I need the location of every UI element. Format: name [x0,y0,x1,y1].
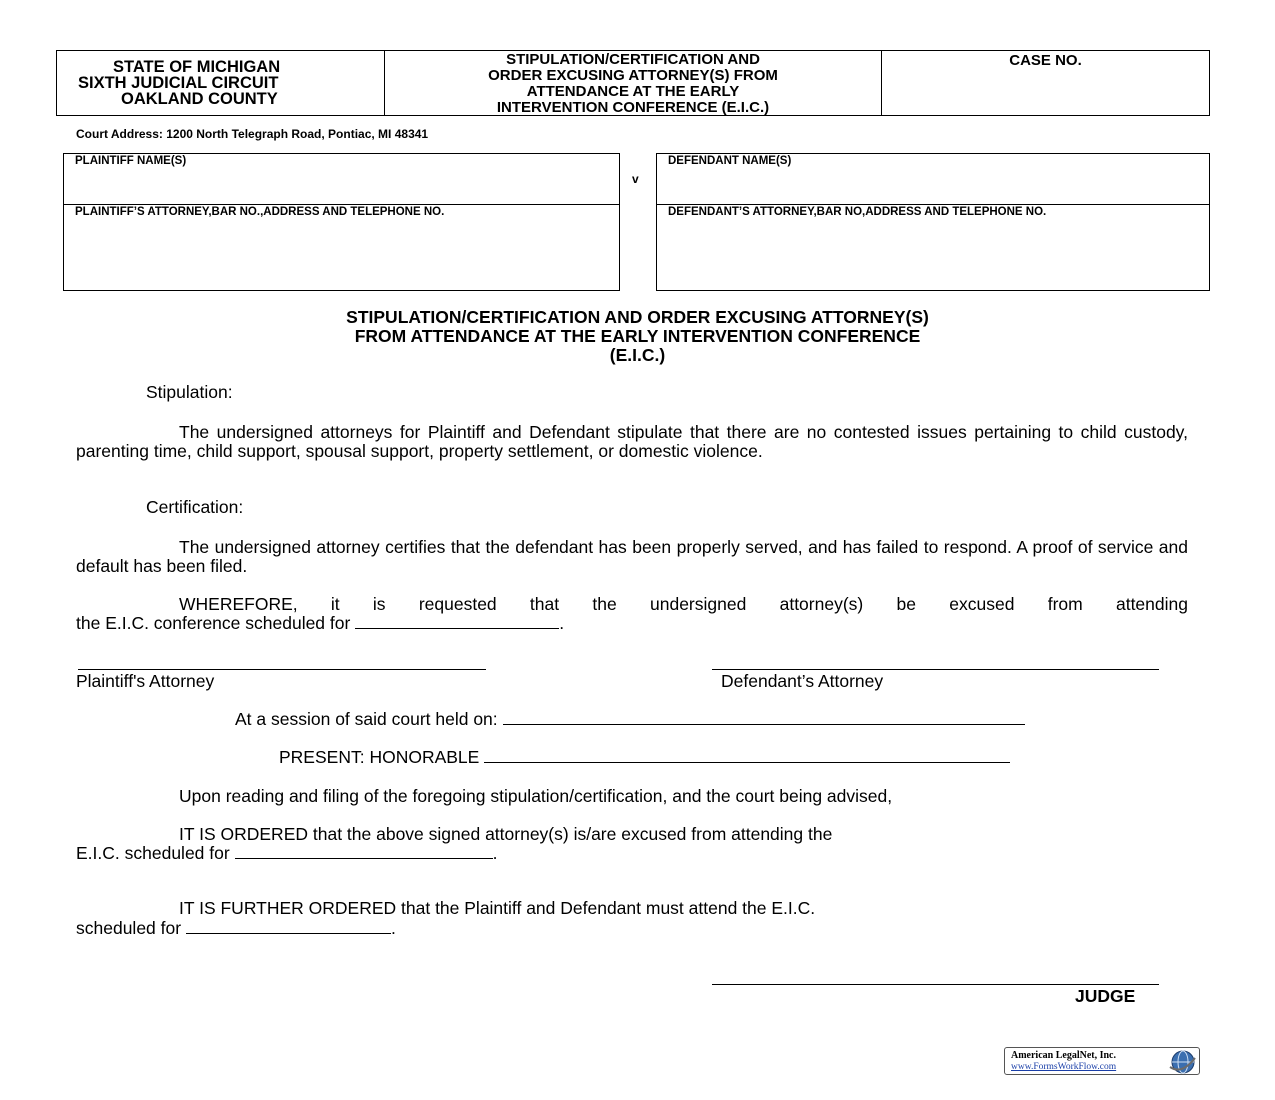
logo-company-name: American LegalNet, Inc. [1011,1050,1116,1061]
further-scheduled-label: scheduled for [76,918,182,938]
defendant-attorney-label: DEFENDANT’S ATTORNEY,BAR NO,ADDRESS AND TELEPHONE NO. [668,206,1047,218]
certification-text: The undersigned attorney certifies that the defendant has been properly served, and has failed to respond. A proof of service and default has been filed. [76,537,1188,576]
eic-attend-date-blank[interactable] [186,919,391,934]
american-legalnet-logo[interactable] [1004,1047,1200,1075]
present-honorable-line [279,748,1010,767]
judge-name-blank[interactable] [484,748,1010,763]
eic-conference-date-blank[interactable] [355,614,559,629]
stipulation-heading: Stipulation: [146,382,233,402]
further-period: . [390,918,396,938]
judge-signature-line[interactable] [712,984,1159,985]
court-header-cell [56,50,385,116]
case-no-cell[interactable] [881,50,1210,116]
case-no-label: CASE NO. [1009,52,1082,69]
form-title-line: ATTENDANCE AT THE EARLY [526,83,740,100]
ordered-line-2 [76,844,497,863]
ordered-scheduled-label: E.I.C. scheduled for [76,843,230,863]
defendant-name-label: DEFENDANT NAME(S) [668,155,792,167]
court-state: STATE OF MICHIGAN [113,58,281,76]
further-ordered-line-1: IT IS FURTHER ORDERED that the Plaintiff and Defendant must attend the E.I.C. [179,898,816,918]
session-held-on-label: At a session of said court held on: [235,709,498,729]
versus-label: v [632,172,639,186]
present-honorable-label: PRESENT: HONORABLE [279,747,480,767]
further-ordered-line-2 [76,919,396,938]
form-title-line: ORDER EXCUSING ATTORNEY(S) FROM [488,67,778,84]
plaintiff-attorney-signature-label: Plaintiff's Attorney [76,671,215,691]
ordered-line-1: IT IS ORDERED that the above signed attorney(s) is/are excused from attending the [179,824,833,844]
main-title-line: (E.I.C.) [609,345,666,365]
wherefore-scheduled-label: the E.I.C. conference scheduled for [76,613,351,633]
eic-scheduled-date-blank[interactable] [235,844,493,859]
plaintiff-name-field[interactable] [63,153,620,205]
plaintiff-attorney-field[interactable] [63,204,620,291]
session-date-blank[interactable] [503,710,1025,725]
court-circuit: SIXTH JUDICIAL CIRCUIT [78,74,279,92]
upon-reading-text: Upon reading and filing of the foregoing stipulation/certification, and the court being advised, [179,786,893,806]
globe-icon [1168,1049,1196,1075]
wherefore-line-1: WHEREFORE, it is requested that the undersigned attorney(s) be excused from attending [179,594,1188,614]
defendant-name-field[interactable] [656,153,1210,205]
defendant-attorney-field[interactable] [656,204,1210,291]
form-title-cell [384,50,882,116]
defendant-attorney-signature-line[interactable] [712,669,1159,670]
form-title-line: INTERVENTION CONFERENCE (E.I.C.) [496,99,770,116]
session-held-on-line [235,710,1025,729]
stipulation-text: The undersigned attorneys for Plaintiff and Defendant stipulate that there are no contested issues pertaining to child custody, parenting time, child support, spousal support, property settlement, or domestic violence. [76,422,1188,461]
ordered-period: . [492,843,498,863]
court-address: Court Address: 1200 North Telegraph Road, Pontiac, MI 48341 [76,127,429,141]
certification-heading: Certification: [146,497,244,517]
wherefore-line-2 [76,614,564,633]
main-title-line: FROM ATTENDANCE AT THE EARLY INTERVENTION CONFERENCE [354,326,921,346]
main-title-line: STIPULATION/CERTIFICATION AND ORDER EXCUSING ATTORNEY(S) [346,307,929,327]
logo-url-link[interactable]: www.FormsWorkFlow.com [1011,1062,1117,1072]
plaintiff-name-label: PLAINTIFF NAME(S) [75,155,187,167]
defendant-attorney-signature-label: Defendant’s Attorney [721,671,884,691]
wherefore-period: . [559,613,565,633]
court-county: OAKLAND COUNTY [121,90,278,108]
plaintiff-attorney-label: PLAINTIFF’S ATTORNEY,BAR NO.,ADDRESS AND TELEPHONE NO. [75,206,445,218]
judge-label: JUDGE [1075,986,1136,1006]
form-title-line: STIPULATION/CERTIFICATION AND [506,51,760,68]
plaintiff-attorney-signature-line[interactable] [78,669,486,670]
